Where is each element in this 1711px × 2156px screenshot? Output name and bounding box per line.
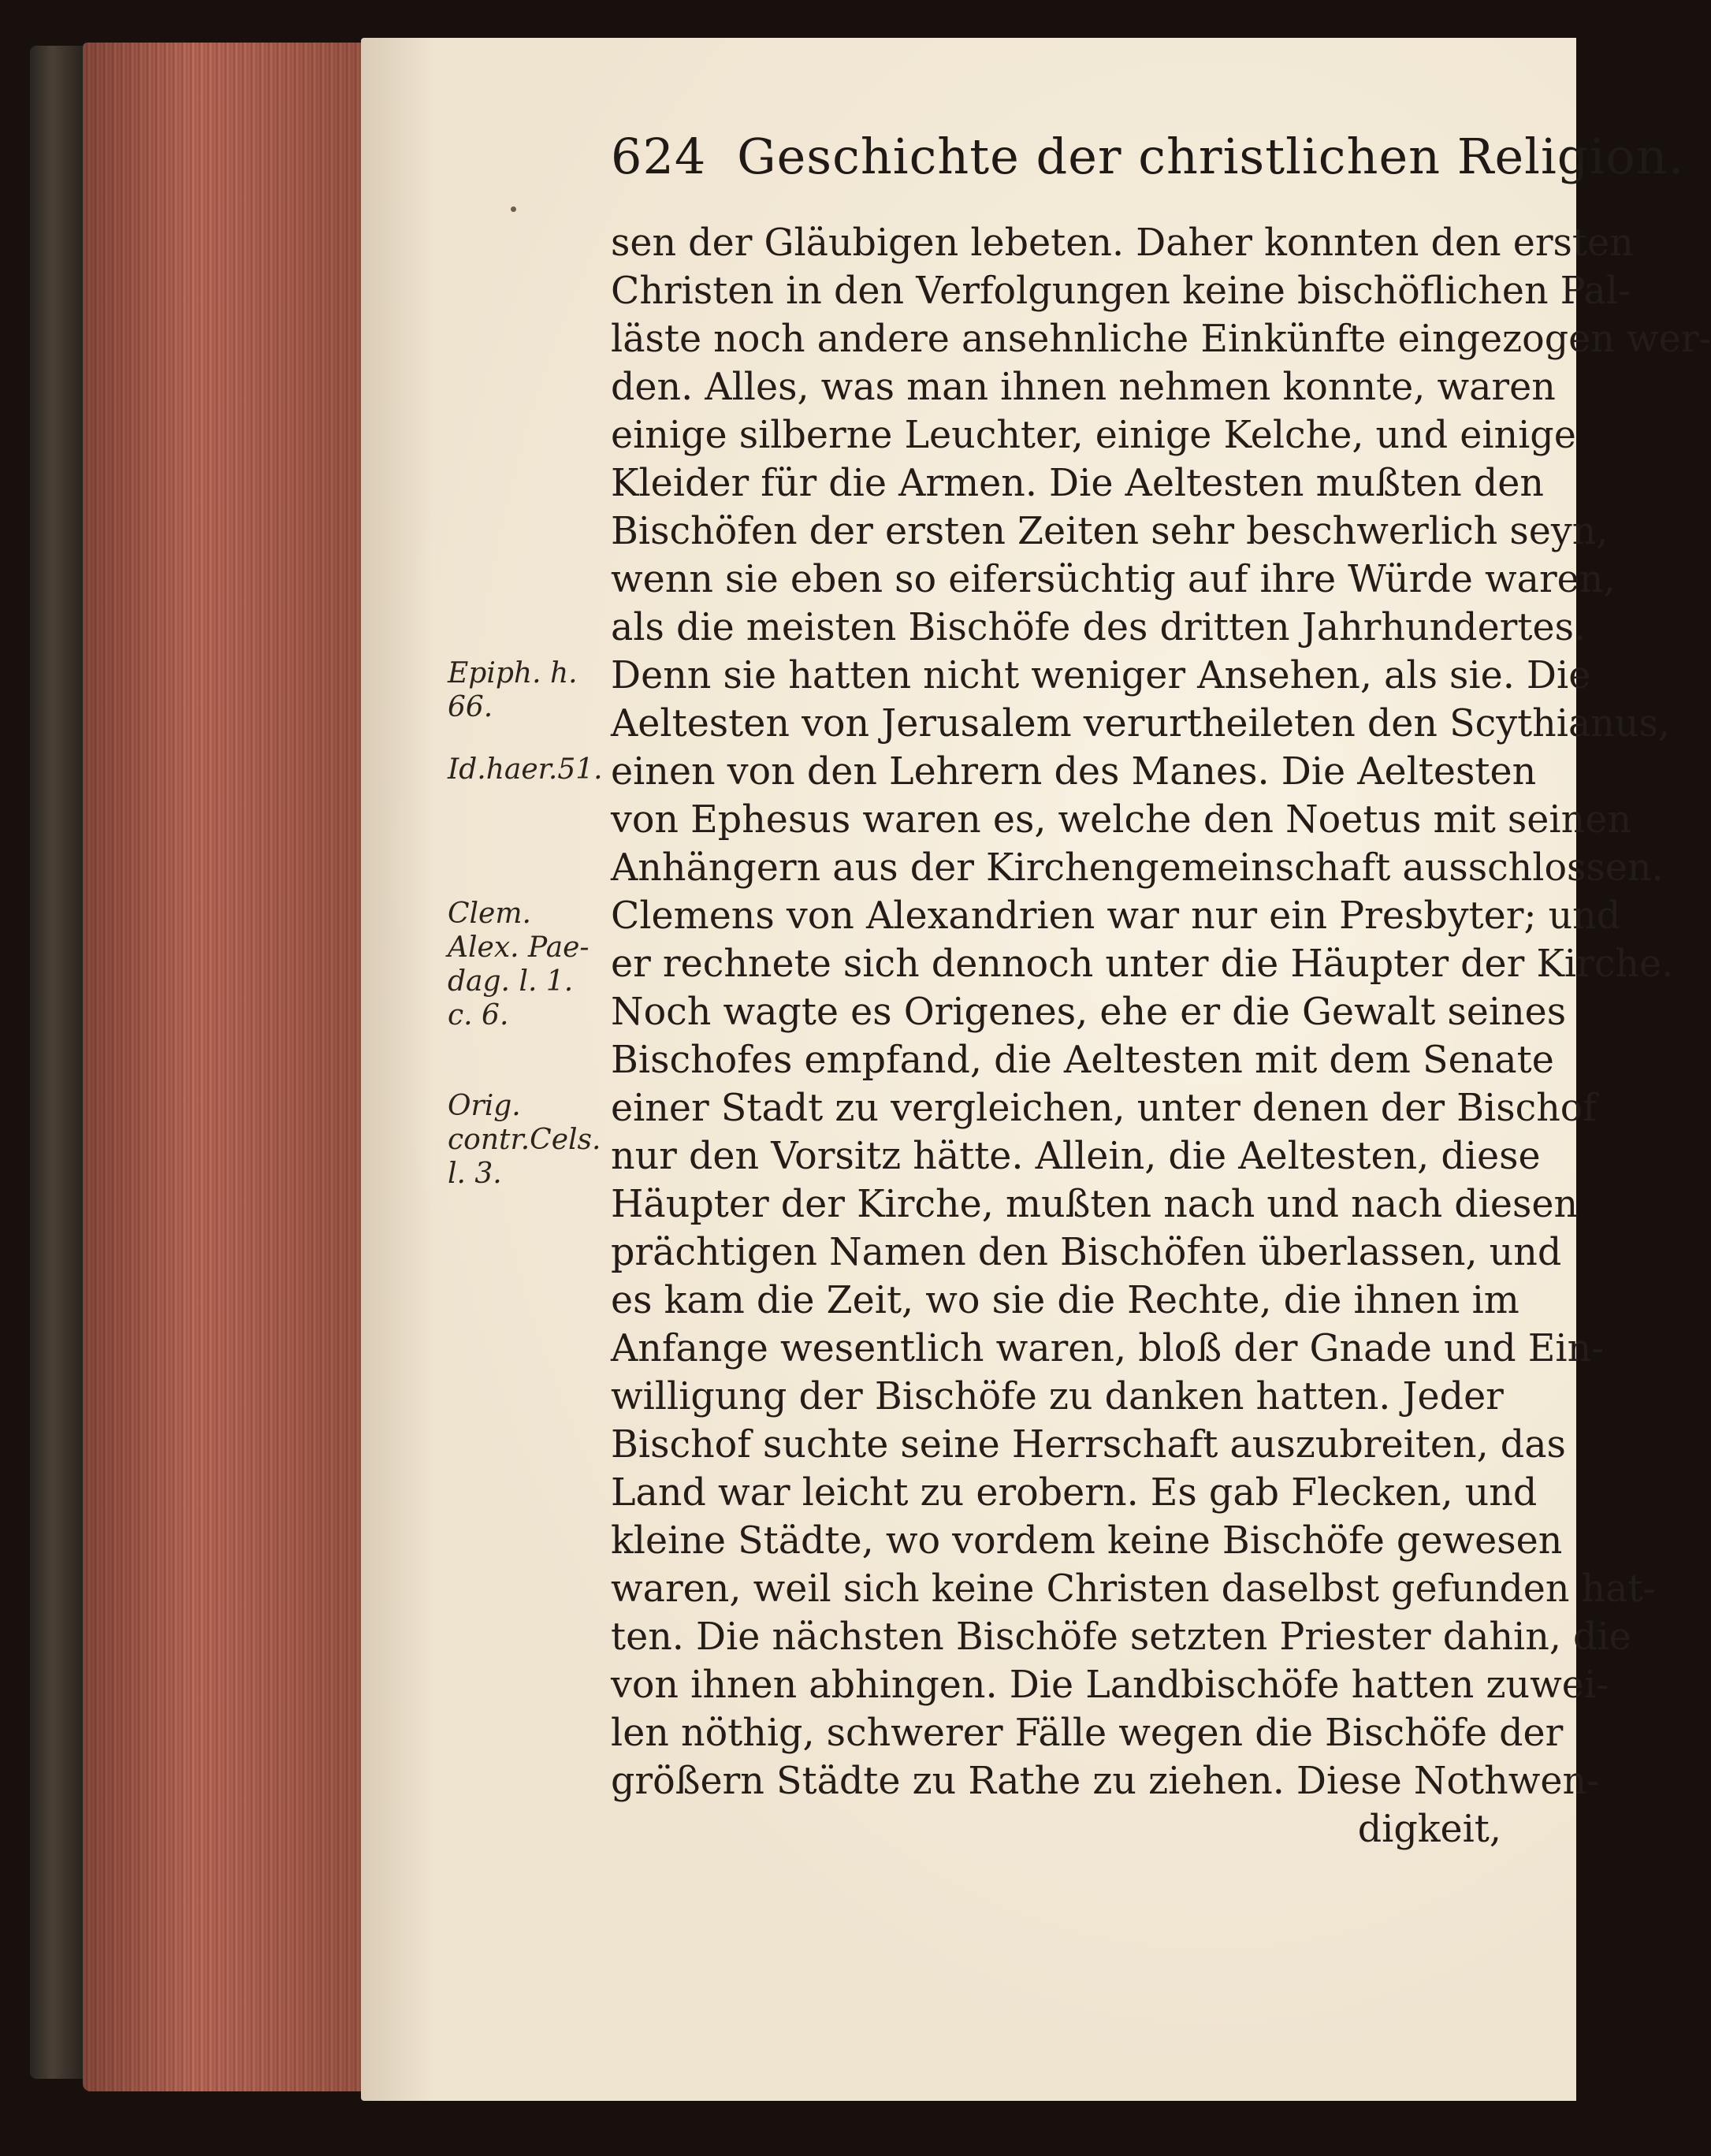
margin-note: [448, 897, 590, 1032]
margin-note-line: l. 3.: [448, 1158, 502, 1190]
text-line: Noch wagte es Origenes, ehe er die Gewalt seines: [611, 991, 1567, 1034]
text-line: größern Städte zu Rathe zu ziehen. Diese Nothwen-: [611, 1760, 1600, 1803]
text-line: Kleider für die Armen. Die Aeltesten mußten den: [611, 462, 1544, 505]
margin-note-line: Clem.: [448, 898, 531, 930]
text-line: Häupter der Kirche, mußten nach und nach diesen: [611, 1183, 1579, 1226]
margin-note-line: Orig.: [448, 1090, 521, 1122]
margin-note-line: Epiph. h.: [448, 657, 578, 690]
ink-speck: [511, 206, 516, 212]
text-line: er rechnete sich dennoch unter die Häupter der Kirche.: [611, 942, 1674, 986]
text-line: Land war leicht zu erobern. Es gab Flecken, und: [611, 1471, 1538, 1515]
text-line: sen der Gläubigen lebeten. Daher konnten den ersten: [611, 221, 1634, 265]
text-line: es kam die Zeit, wo sie die Rechte, die ihnen im: [611, 1279, 1519, 1322]
text-line: als die meisten Bischöfe des dritten Jahrhundertes.: [611, 606, 1586, 649]
text-line: von Ephesus waren es, welche den Noetus mit seinen: [611, 798, 1631, 842]
text-line: Anfange wesentlich waren, bloß der Gnade und Ein-: [611, 1327, 1605, 1370]
text-line: len nöthig, schwerer Fälle wegen die Bischöfe der: [611, 1712, 1564, 1755]
text-line: von ihnen abhingen. Die Landbischöfe hatten zuwei-: [611, 1663, 1609, 1707]
text-line: den. Alles, was man ihnen nehmen konnte, waren: [611, 366, 1556, 409]
margin-note: [448, 753, 603, 786]
margin-note: [448, 656, 578, 724]
text-line: wenn sie eben so eifersüchtig auf ihre Würde waren,: [611, 558, 1616, 601]
running-head-title: Geschichte der christlichen Religion.: [737, 128, 1685, 185]
text-line: Aeltesten von Jerusalem verurtheileten den Scythianus,: [611, 702, 1670, 745]
text-line: einige silberne Leuchter, einige Kelche, und einige: [611, 414, 1576, 457]
text-line: läste noch andere ansehnliche Einkünfte eingezogen wer-: [611, 318, 1711, 361]
text-line: ten. Die nächsten Bischöfe setzten Priester dahin, die: [611, 1615, 1631, 1659]
margin-note-line: Alex. Pae-: [448, 931, 590, 964]
text-line: nur den Vorsitz hätte. Allein, die Aeltesten, diese: [611, 1135, 1541, 1178]
text-line: einen von den Lehrern des Manes. Die Aeltesten: [611, 750, 1537, 794]
text-line: Anhängern aus der Kirchengemeinschaft ausschlossen.: [611, 846, 1664, 890]
text-line: Bischöfen der ersten Zeiten sehr beschwerlich seyn,: [611, 510, 1609, 553]
text-line: Bischofes empfand, die Aeltesten mit dem Senate: [611, 1039, 1554, 1082]
text-line: willigung der Bischöfe zu danken hatten. Jeder: [611, 1375, 1504, 1418]
margin-note-line: dag. l. 1.: [448, 965, 574, 998]
text-line: Christen in den Verfolgungen keine bischöflichen Pal-: [611, 270, 1631, 313]
margin-note-line: contr.Cels.: [448, 1124, 601, 1156]
margin-note-line: Id.haer.51.: [448, 753, 603, 786]
text-line: digkeit,: [1357, 1808, 1501, 1851]
text-line: Clemens von Alexandrien war nur ein Presbyter; und: [611, 894, 1621, 938]
text-line: waren, weil sich keine Christen daselbst gefunden hat-: [611, 1567, 1656, 1611]
text-line: Bischof suchte seine Herrschaft auszubreiten, das: [611, 1423, 1566, 1466]
margin-note-line: c. 6.: [448, 999, 509, 1032]
text-line: prächtigen Namen den Bischöfen überlassen, und: [611, 1231, 1562, 1274]
margin-note-line: 66.: [448, 691, 493, 723]
text-line: einer Stadt zu vergleichen, unter denen der Bischof: [611, 1087, 1597, 1130]
text-line: kleine Städte, wo vordem keine Bischöfe gewesen: [611, 1519, 1563, 1563]
body-text: [611, 219, 1711, 1853]
margin-note: [448, 1089, 601, 1191]
page-edge-shadow: [83, 43, 366, 2091]
running-head: [611, 128, 1685, 185]
page-number: 624: [611, 128, 707, 185]
text-line: Denn sie hatten nicht weniger Ansehen, als sie. Die: [611, 654, 1591, 697]
